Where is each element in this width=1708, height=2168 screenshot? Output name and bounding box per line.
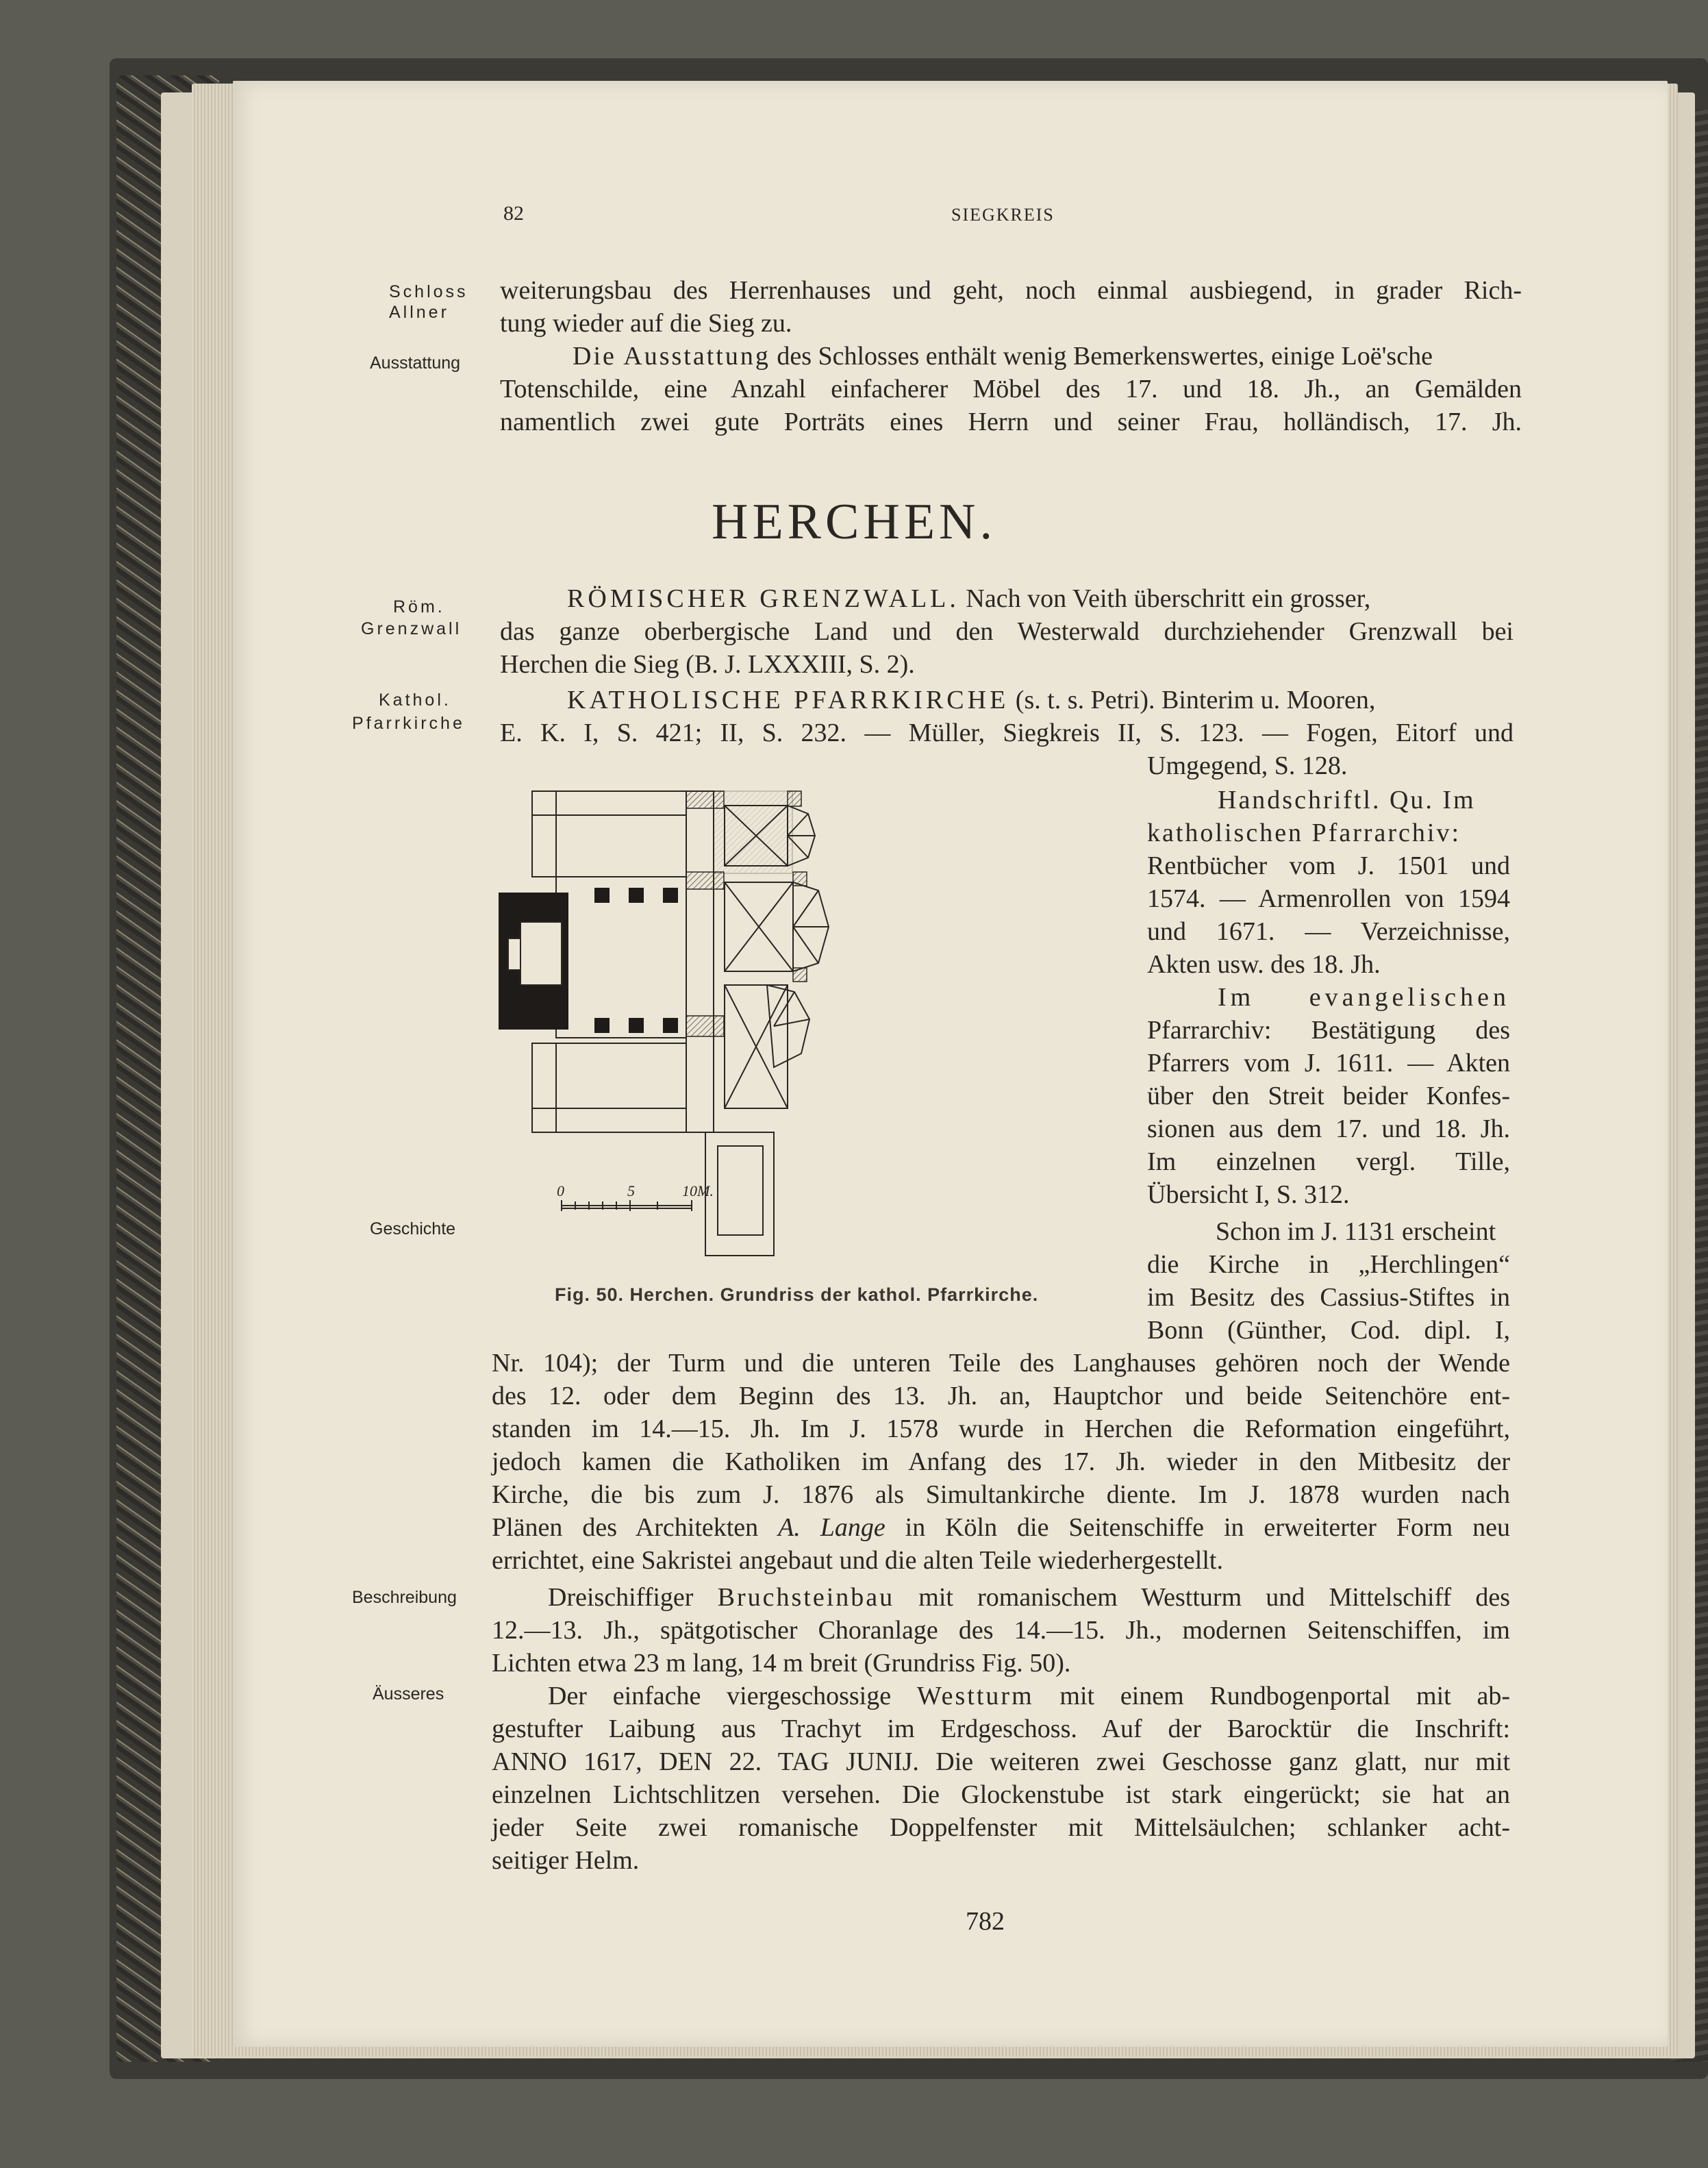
margin-note-ausstattung: Ausstattung [370, 353, 461, 373]
quellen-line: Rentbücher vom J. 1501 und [1147, 851, 1510, 880]
geschichte-line: des 12. oder dem Beginn des 13. Jh. an, Hauptchor und beide Seitenchöre ent- [492, 1382, 1510, 1410]
margin-note-rom: Röm. [393, 597, 445, 616]
grenzwall-line: Herchen die Sieg (B. J. LXXXIII, S. 2). [500, 650, 915, 679]
geschichte-line: Nr. 104); der Turm und die unteren Teile des Langhauses gehören noch der Wende [492, 1349, 1510, 1378]
quellen-line: Im einzelnen vergl. Tille, [1147, 1147, 1510, 1176]
beschreibung-text: mit romanischem Westturm und Mittelschiff des [894, 1583, 1510, 1612]
quellen-line: über den Streit beider Konfes- [1147, 1082, 1510, 1110]
beschreibung-line: Lichten etwa 23 m lang, 14 m breit (Grundriss Fig. 50). [492, 1649, 1071, 1678]
grenzwall-line [567, 582, 1370, 615]
intro-line: tung wieder auf die Sieg zu. [500, 309, 792, 338]
grenzwall-line: das ganze oberbergische Land und den Westerwald durchziehender Grenzwall bei [500, 617, 1514, 646]
scale-label-0: 0 [557, 1182, 564, 1199]
beschreibung-text: Dreischiffiger [548, 1583, 718, 1612]
geschichte-text: in Köln die Seitenschiffe in erweiterter Form neu [885, 1513, 1510, 1542]
intro-line [573, 340, 1522, 373]
intro-line: namentlich zwei gute Porträts eines Herrn und seiner Frau, holländisch, 17. Jh. [500, 408, 1522, 436]
running-page-number: 82 [503, 202, 524, 225]
figure-caption: Fig. 50. Herchen. Grundriss der kathol. Pfarrkirche. [555, 1284, 1039, 1305]
quellen-line: 1574. — Armenrollen von 1594 [1147, 884, 1510, 913]
geschichte-line: errichtet, eine Sakristei angebaut und die alten Teile wiederhergestellt. [492, 1546, 1223, 1575]
geschichte-line: jedoch kamen die Katholiken im Anfang des 17. Jh. wieder in den Mitbesitz der [492, 1447, 1510, 1476]
footer-page-number: 782 [966, 1907, 1005, 1936]
intro-line: weiterungsbau des Herrenhauses und geht, noch einmal ausbiegend, in grader Rich- [500, 276, 1522, 305]
grenzwall-text: Nach von Veith überschritt ein grosser, [959, 584, 1371, 613]
ausseres-text: Der einfache viergeschossige [548, 1682, 917, 1710]
kirche-line: E. K. I, S. 421; II, S. 232. — Müller, Siegkreis II, S. 123. — Fogen, Eitorf und [500, 719, 1514, 747]
geschichte-line: standen im 14.—15. Jh. Im J. 1578 wurde in Herchen die Reformation eingeführt, [492, 1415, 1510, 1443]
quellen-line: sionen aus dem 17. und 18. Jh. [1147, 1114, 1510, 1143]
beschreibung-line: 12.—13. Jh., spätgotischer Choranlage des 14.—15. Jh., modernen Seitenschiffen, im [492, 1616, 1510, 1645]
ausseres-line: ANNO 1617, DEN 22. TAG JUNIJ. Die weiteren zwei Geschosse ganz glatt, nur mit [492, 1747, 1510, 1776]
section-title: HERCHEN. [712, 494, 996, 550]
margin-note-pfarrkirche: Pfarrkirche [352, 714, 465, 733]
ausseres-line: seitiger Helm. [492, 1846, 640, 1875]
floor-plan-drawing [493, 786, 1109, 1286]
running-head: SIEGKREIS [951, 205, 1055, 225]
ausseres-line: jeder Seite zwei romanische Doppelfenster mit Mittelsäulchen; schlanker acht- [492, 1813, 1510, 1842]
geschichte-line [492, 1511, 1510, 1544]
geschichte-text: Plänen des Architekten [492, 1513, 779, 1542]
quellen-line: Pfarrarchiv: Bestätigung des [1147, 1016, 1510, 1045]
scale-label-5: 5 [627, 1182, 635, 1199]
margin-note-kathol: Kathol. [379, 690, 451, 710]
margin-note-ausseres: Äusseres [373, 1684, 444, 1704]
intro-line: Totenschilde, eine Anzahl einfacherer Möbel des 17. und 18. Jh., an Gemälden [500, 375, 1522, 403]
nave-piers [594, 888, 678, 1033]
spaced-term: Bruchsteinbau [717, 1583, 895, 1612]
margin-note-allner: Allner [389, 303, 449, 322]
quellen-line: Pfarrers vom J. 1611. — Akten [1147, 1049, 1510, 1077]
quellen-line: und 1671. — Verzeichnisse, [1147, 917, 1510, 946]
margin-note-beschreibung: Beschreibung [352, 1588, 457, 1607]
scale-label-10: 10M. [682, 1182, 714, 1199]
grenzwall-heading: RÖMISCHER GRENZWALL. [567, 584, 959, 613]
kirche-line [567, 684, 1375, 717]
spaced-term: Westturm [916, 1682, 1034, 1710]
geschichte-line: im Besitz des Cassius-Stiftes in [1147, 1283, 1510, 1312]
geschichte-line: die Kirche in „Herchlingen“ [1147, 1250, 1510, 1279]
kirche-line: Umgegend, S. 128. [1147, 751, 1348, 780]
kirche-heading: KATHOLISCHE PFARRKIRCHE [567, 686, 1009, 714]
geschichte-line: Kirche, die bis zum J. 1876 als Simultankirche diente. Im J. 1878 wurden nach [492, 1480, 1510, 1509]
ausseres-line: einzelnen Lichtschlitzen versehen. Die Glockenstube ist stark eingerückt; sie hat an [492, 1780, 1510, 1809]
beschreibung-line [548, 1581, 1510, 1614]
kirche-text: (s. t. s. Petri). Binterim u. Mooren, [1009, 686, 1376, 714]
quellen-line: Akten usw. des 18. Jh. [1147, 950, 1381, 979]
margin-note-schloss: Schloss [389, 282, 468, 301]
ausseres-line [548, 1680, 1510, 1712]
architect-name: A. Lange [778, 1513, 886, 1542]
quellen-line: Handschriftl. Qu. Im [1218, 786, 1476, 814]
ausseres-line: gestufter Laibung aus Trachyt im Erdgeschoss. Auf der Barocktür die Inschrift: [492, 1715, 1510, 1743]
geschichte-line: Schon im J. 1131 erscheint [1216, 1217, 1496, 1246]
north-aisle-wall [532, 791, 686, 815]
quellen-line: Übersicht I, S. 312. [1147, 1180, 1350, 1209]
geschichte-line: Bonn (Günther, Cod. dipl. I, [1147, 1316, 1510, 1345]
ausseres-text: mit einem Rundbogenportal mit ab- [1033, 1682, 1510, 1710]
quellen-line: katholischen Pfarrarchiv: [1147, 819, 1461, 847]
margin-note-grenzwall: Grenzwall [361, 619, 462, 638]
spaced-term: Die Ausstattung [573, 342, 770, 371]
margin-note-geschichte: Geschichte [370, 1219, 456, 1238]
quellen-line: Im evangelischen [1218, 983, 1510, 1012]
intro-text: des Schlosses enthält wenig Bemerkenswertes, einige Loë'sche [770, 342, 1433, 371]
floor-plan-figure [493, 786, 1109, 1286]
